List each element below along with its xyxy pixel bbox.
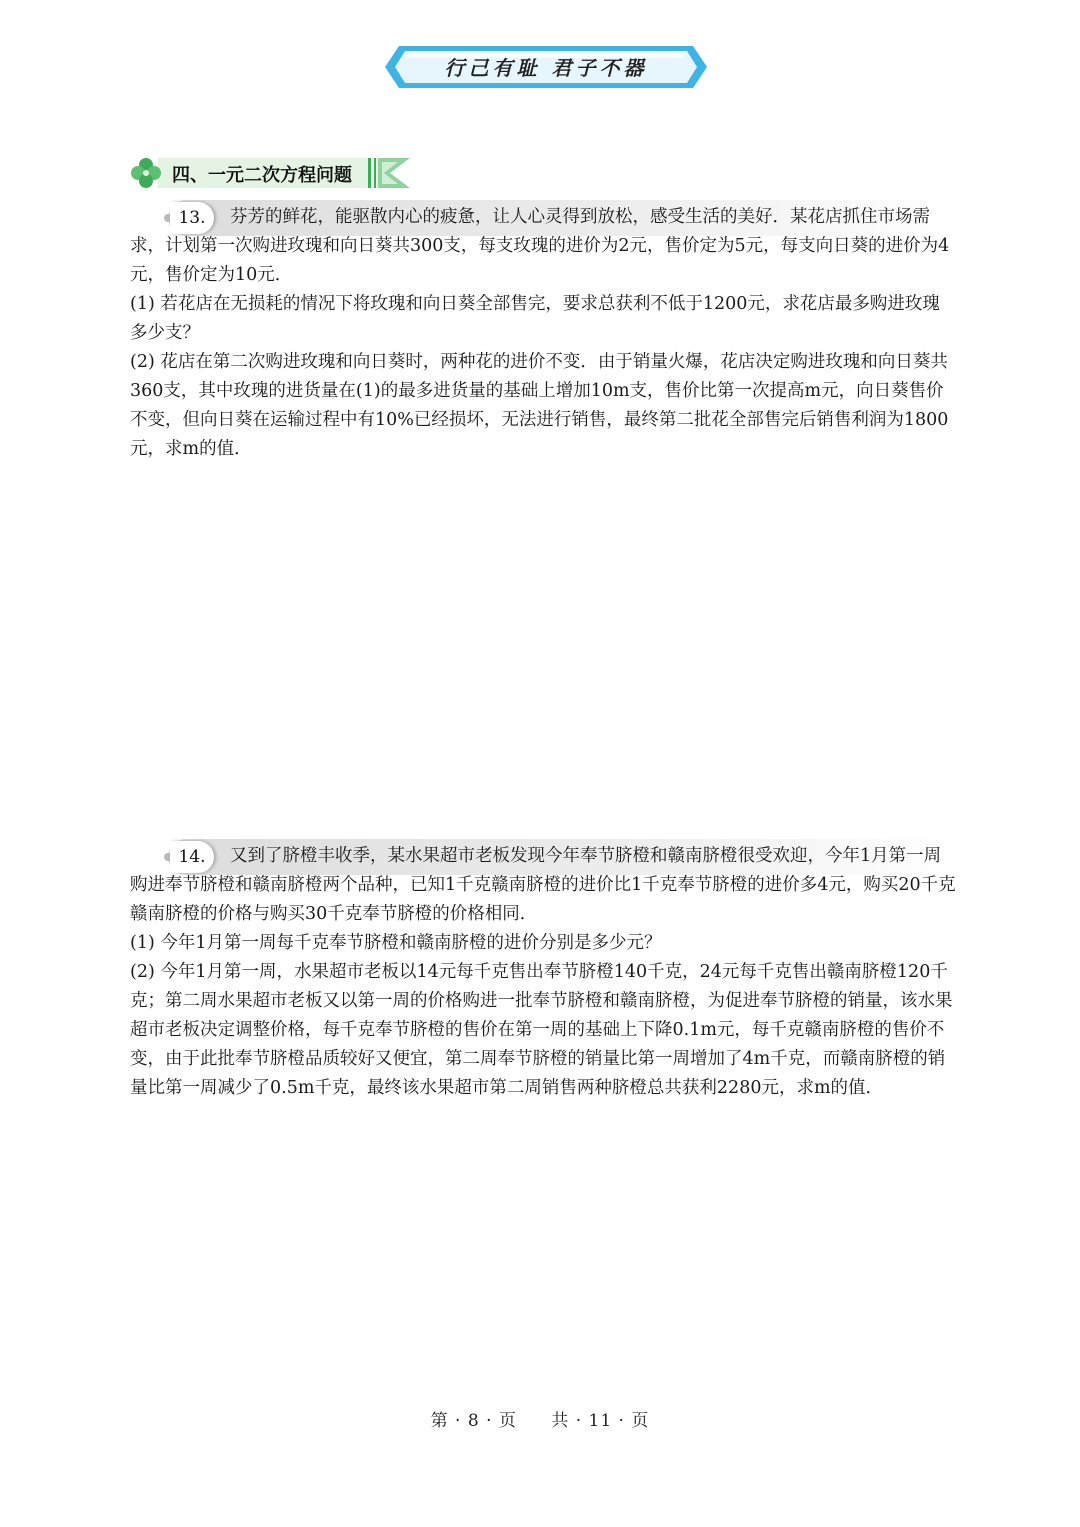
page-number-total: 共 · 11 · 页 (551, 1411, 650, 1431)
clover-icon (128, 155, 164, 191)
section-heading (128, 155, 418, 191)
header-motto: 行己有耻 君子不器 (444, 56, 648, 80)
question-13-number: 13. (170, 202, 214, 234)
question-13-part-1: (1) 若花店在无损耗的情况下将玫瑰和向日葵全部售完，要求总获利不低于1200元，求花店最多购进玫瑰多少支？ (130, 294, 940, 343)
question-14-intro: 又到了脐橙丰收季，某水果超市老板发现今年奉节脐橙和赣南脐橙很受欢迎，今年1月第一周购进奉节脐橙和赣南脐橙两个品种，已知1千克赣南脐橙的进价比1千克奉节脐橙的进价多4元，购买20千克赣南脐橙的价格与购买30千克奉节脐橙的价格相同． (130, 846, 956, 924)
question-13-part-2: (2) 花店在第二次购进玫瑰和向日葵时，两种花的进价不变．由于销量火爆，花店决定购进玫瑰和向日葵共360支，其中玫瑰的进货量在(1)的最多进货量的基础上增加10m支，售价比第一次提高m元，向日葵售价不变，但向日葵在运输过程中有10%已经损坏，无法进行销售，最终第二批花全部售完后销售利润为1800元，求m的值． (130, 352, 949, 459)
header-banner (385, 44, 707, 90)
page-footer (0, 1406, 1080, 1431)
page-number-current: 第 · 8 · 页 (430, 1411, 517, 1431)
question-14-part-1: (1) 今年1月第一周每千克奉节脐橙和赣南脐橙的进价分别是多少元？ (130, 933, 662, 953)
question-14-part-2: (2) 今年1月第一周，水果超市老板以14元每千克售出奉节脐橙140千克，24元每千克售出赣南脐橙120千克；第二周水果超市老板又以第一周的价格购进一批奉节脐橙和赣南脐橙，为促进奉节脐橙的销量，该水果超市老板决定调整价格，每千克奉节脐橙的售价在第一周的基础上下降0.1m元，每千克赣南脐橙的售价不变，由于此批奉节脐橙品质较好又便宜，第二周奉节脐橙的销量比第一周增加了4m千克，而赣南脐橙的销量比第一周减少了0.5m千克，最终该水果超市第二周销售两种脐橙总共获利2280元，求m的值． (130, 962, 953, 1098)
question-14-number: 14. (170, 841, 214, 873)
section-title: 四、一元二次方程问题 (172, 165, 352, 186)
question-13-intro: 芬芳的鲜花，能驱散内心的疲惫，让人心灵得到放松，感受生活的美好．某花店抓住市场需求，计划第一次购进玫瑰和向日葵共300支，每支玫瑰的进价为2元，售价定为5元，每支向日葵的进价为4元，售价定为10元． (130, 207, 950, 285)
question-13-body (130, 203, 956, 464)
question-14-body (130, 842, 956, 1103)
